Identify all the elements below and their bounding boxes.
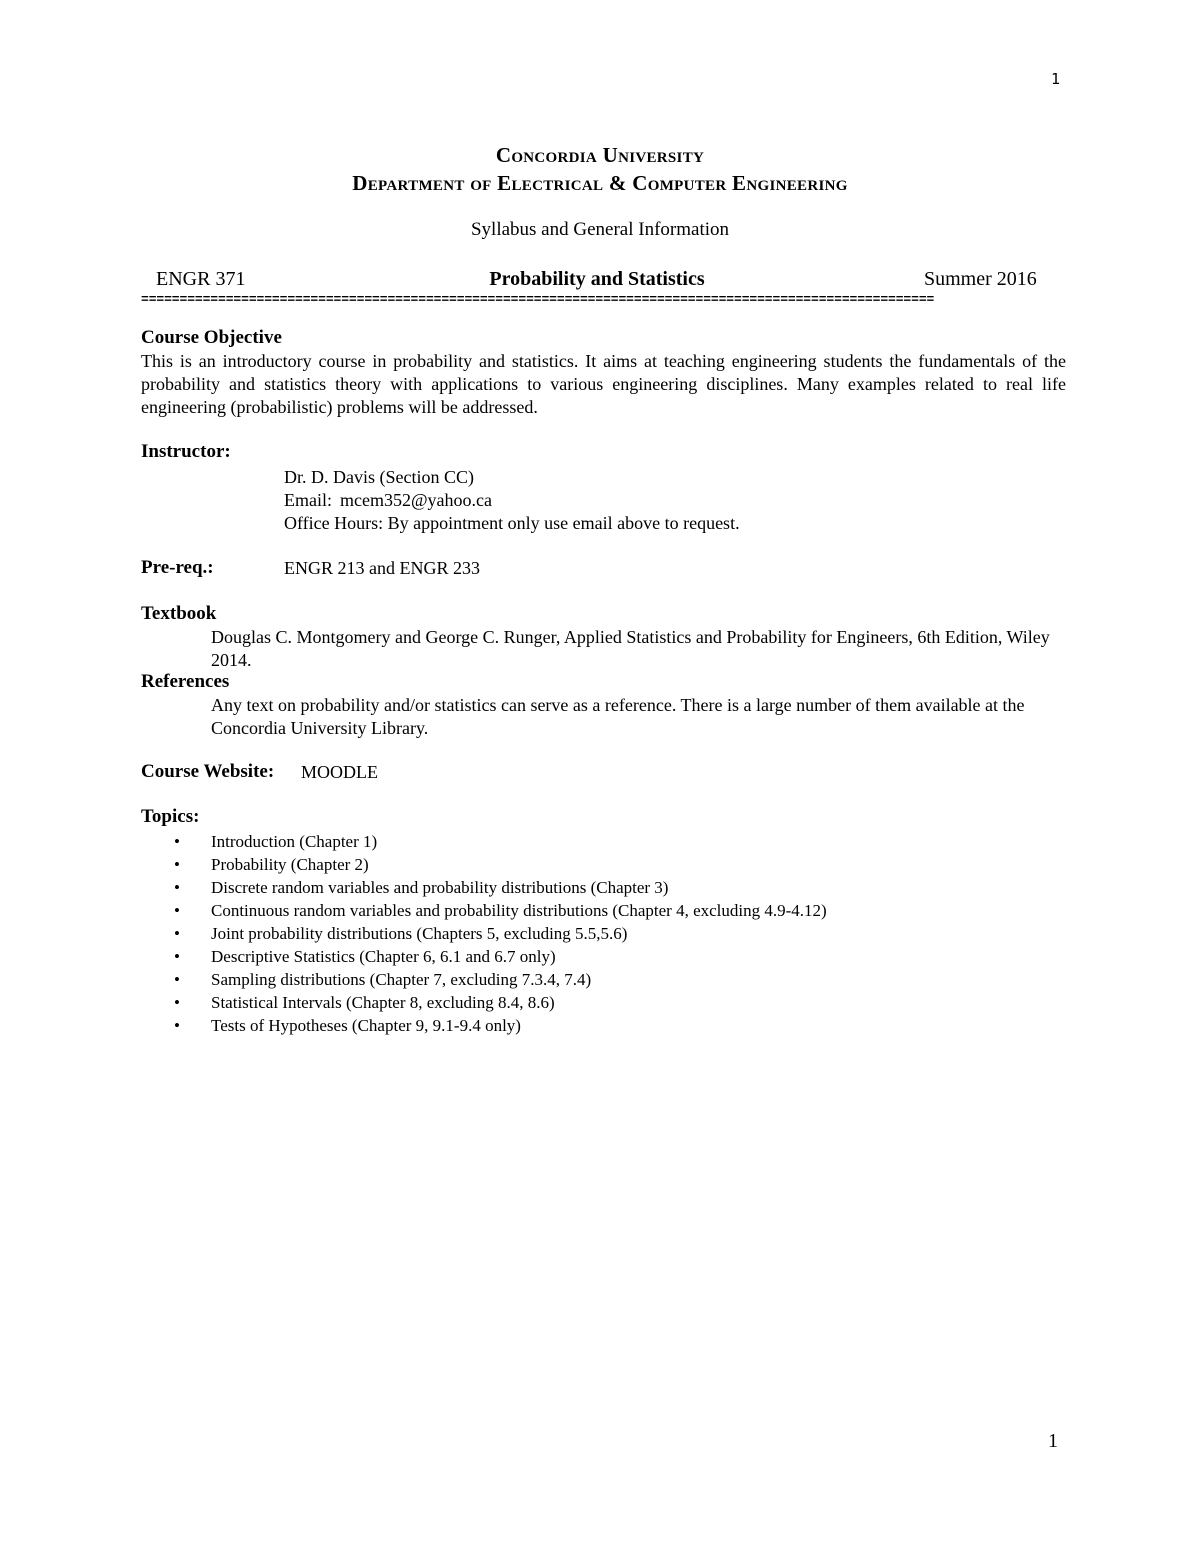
website-text[interactable]: MOODLE [301,762,378,782]
instructor-email[interactable]: mcem352@yahoo.ca [340,490,493,510]
list-item: • Descriptive Statistics (Chapter 6, 6.1 and 6.7 only) [174,947,556,966]
bullet-icon: • [174,901,180,920]
bullet-icon: • [174,1016,180,1035]
topics-list [172,830,827,1037]
university-name: Concordia University [495,143,705,167]
bullet-icon: • [174,947,180,966]
prereq-heading: Pre-req.: [141,557,214,578]
objective-text: This is an introductory course in probability and statistics. It aims at teaching engineering students the fundamentals of the probability and statistics theory with applications to various engineering disciplines. Many examples related to real life engineering (probabilistic) problems will be addressed. [141,351,1066,417]
list-item: • Tests of Hypotheses (Chapter 9, 9.1-9.4 only) [174,1016,521,1035]
instructor-email-line [284,489,740,512]
website-heading: Course Website: [141,761,275,782]
course-title: Probability and Statistics [489,268,705,290]
list-item: • Introduction (Chapter 1) [174,832,378,851]
bullet-icon: • [174,993,180,1012]
document-subtitle: Syllabus and General Information [470,219,729,240]
objective-heading: Course Objective [141,327,282,348]
course-term: Summer 2016 [924,268,1037,290]
bullet-icon: • [174,924,180,943]
email-label: Email: [284,490,332,510]
references-heading: References [141,671,230,692]
course-code: ENGR 371 [156,268,246,290]
list-item: • Statistical Intervals (Chapter 8, excluding 8.4, 8.6) [174,993,555,1012]
textbook-heading: Textbook [141,603,217,624]
textbook-text: Douglas C. Montgomery and George C. Runger, Applied Statistics and Probability for Engineers, 6th Edition, Wiley 2014. [211,627,1050,670]
list-item: • Probability (Chapter 2) [174,855,369,874]
list-item: • Continuous random variables and probability distributions (Chapter 4, excluding 4.9-4.12) [174,901,827,920]
department-name: Department of Electrical & Computer Engineering [352,171,848,195]
list-item: • Sampling distributions (Chapter 7, excluding 7.3.4, 7.4) [174,970,592,989]
references-text: Any text on probability and/or statistics can serve as a reference. There is a large number of them available at the Concordia University Library. [211,695,1025,738]
prereq-text: ENGR 213 and ENGR 233 [284,558,480,578]
office-hours: Office Hours: By appointment only use email above to request. [284,513,740,533]
instructor-name: Dr. D. Davis (Section CC) [284,467,474,487]
bullet-icon: • [174,832,180,851]
list-item: • Joint probability distributions (Chapters 5, excluding 5.5,5.6) [174,924,628,943]
page-number-bottom: 1 [1048,1430,1058,1452]
divider-rule: ======================================================================================================= [141,292,935,307]
bullet-icon: • [174,970,180,989]
instructor-heading: Instructor: [141,441,231,462]
instructor-details [284,466,740,535]
page-number-top: 1 [1050,70,1060,88]
topics-heading: Topics: [141,806,200,827]
list-item: • Discrete random variables and probability distributions (Chapter 3) [174,878,669,897]
bullet-icon: • [174,855,180,874]
bullet-icon: • [174,878,180,897]
